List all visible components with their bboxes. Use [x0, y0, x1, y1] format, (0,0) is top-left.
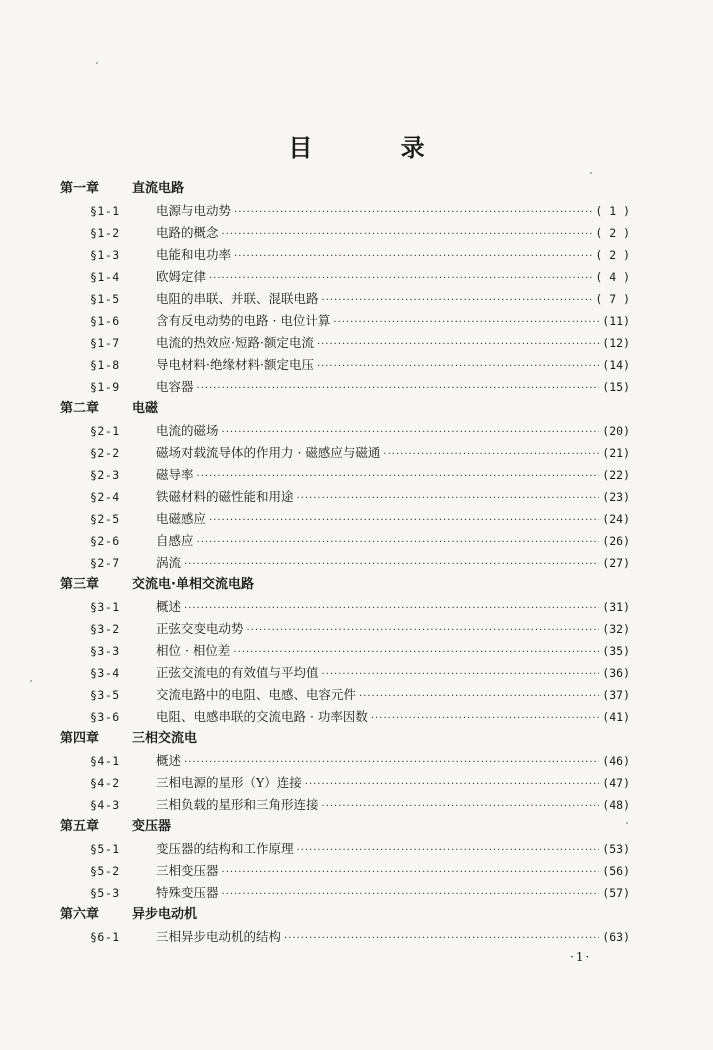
section-number: §3-4	[90, 666, 120, 680]
chapter-number: 第三章	[60, 577, 100, 592]
chapter-number: 第四章	[60, 731, 100, 746]
section-title: 正弦交流电的有效值与平均值	[156, 665, 319, 680]
section-number: §2-7	[90, 556, 120, 570]
toc-entry	[60, 618, 630, 640]
page-reference: (63)	[602, 930, 630, 944]
page-reference: (37)	[602, 688, 630, 702]
section-title: 电流的磁场	[156, 423, 219, 438]
chapter-heading	[60, 904, 630, 926]
section-number: §1-4	[90, 270, 120, 284]
chapter-title: 变压器	[132, 819, 172, 834]
page-reference: (47)	[602, 776, 630, 790]
toc-entry	[60, 442, 630, 464]
section-number: §2-1	[90, 424, 120, 438]
page-reference: (53)	[602, 842, 630, 856]
dot-leader	[371, 708, 599, 730]
toc-entry	[60, 464, 630, 486]
dot-leader	[297, 488, 600, 510]
dot-leader	[359, 686, 599, 708]
section-number: §3-3	[90, 644, 120, 658]
chapter-number: 第五章	[60, 819, 100, 834]
page-reference: (56)	[602, 864, 630, 878]
page-reference: ( 1 )	[595, 204, 630, 218]
section-number: §1-7	[90, 336, 120, 350]
chapter-title: 三相交流电	[132, 731, 198, 746]
chapter-title: 直流电路	[132, 181, 185, 196]
toc-entry	[60, 552, 630, 574]
toc-entry	[60, 794, 630, 816]
toc-entry	[60, 882, 630, 904]
toc-entry	[60, 860, 630, 882]
page-reference: (20)	[602, 424, 630, 438]
section-title: 正弦交变电动势	[156, 621, 244, 636]
section-number: §5-2	[90, 864, 120, 878]
dot-leader	[322, 796, 600, 818]
section-title: 自感应	[156, 533, 194, 548]
section-title: 电容器	[156, 379, 194, 394]
section-title: 相位 · 相位差	[156, 643, 231, 658]
page-reference: (11)	[602, 314, 630, 328]
dot-leader	[322, 664, 600, 686]
section-number: §1-6	[90, 314, 120, 328]
section-number: §1-5	[90, 292, 120, 306]
toc-entry	[60, 222, 630, 244]
section-title: 电源与电动势	[156, 203, 232, 218]
dot-leader	[234, 246, 592, 268]
dot-leader	[234, 202, 592, 224]
toc-entry	[60, 310, 630, 332]
page-reference: (41)	[602, 710, 630, 724]
dot-leader	[209, 268, 592, 290]
toc-entry	[60, 772, 630, 794]
section-number: §1-2	[90, 226, 120, 240]
toc-entry	[60, 376, 630, 398]
dot-leader	[197, 466, 600, 488]
section-title: 电流的热效应·短路·额定电流	[156, 335, 314, 350]
section-number: §5-1	[90, 842, 120, 856]
section-number: §2-4	[90, 490, 120, 504]
page-reference: (27)	[602, 556, 630, 570]
page-reference: (32)	[602, 622, 630, 636]
section-title: 电能和电功率	[156, 247, 232, 262]
toc-entry	[60, 706, 630, 728]
section-number: §2-2	[90, 446, 120, 460]
page-reference: (21)	[602, 446, 630, 460]
chapter-heading	[60, 574, 630, 596]
toc-entry	[60, 662, 630, 684]
chapter-heading	[60, 178, 630, 200]
table-of-contents	[60, 178, 630, 948]
dot-leader	[222, 422, 600, 444]
chapter-heading	[60, 816, 630, 838]
toc-entry	[60, 838, 630, 860]
section-title: 三相变压器	[156, 863, 219, 878]
toc-entry	[60, 288, 630, 310]
chapter-number: 第六章	[60, 907, 100, 922]
dot-leader	[383, 444, 599, 466]
page-reference: (12)	[602, 336, 630, 350]
dot-leader	[317, 334, 599, 356]
scan-speck	[590, 172, 592, 174]
section-title: 导电材料·绝缘材料·额定电压	[156, 357, 314, 372]
dot-leader	[297, 840, 600, 862]
dot-leader	[222, 884, 600, 906]
section-title: 变压器的结构和工作原理	[156, 841, 294, 856]
dot-leader	[222, 224, 593, 246]
page-reference: (46)	[602, 754, 630, 768]
section-title: 磁导率	[156, 467, 194, 482]
section-number: §3-5	[90, 688, 120, 702]
chapter-title: 异步电动机	[132, 907, 198, 922]
dot-leader	[222, 862, 600, 884]
section-title: 磁场对载流导体的作用力 · 磁感应与磁通	[156, 445, 381, 460]
section-title: 三相异步电动机的结构	[156, 929, 282, 944]
chapter-title: 交流电·单相交流电路	[132, 577, 254, 592]
page-reference: ( 4 )	[595, 270, 630, 284]
section-number: §2-5	[90, 512, 120, 526]
toc-entry	[60, 750, 630, 772]
chapter-heading	[60, 398, 630, 420]
page-reference: ( 2 )	[595, 248, 630, 262]
toc-entry	[60, 332, 630, 354]
chapter-title: 电磁	[132, 401, 159, 416]
dot-leader	[317, 356, 599, 378]
toc-entry	[60, 200, 630, 222]
section-number: §4-1	[90, 754, 120, 768]
page-reference: (57)	[602, 886, 630, 900]
dot-leader	[209, 510, 599, 532]
scan-speck	[30, 680, 32, 682]
page-reference: (23)	[602, 490, 630, 504]
toc-entry	[60, 486, 630, 508]
section-title: 三相电源的星形（Y）连接	[156, 775, 302, 790]
section-title: 电阻、电感串联的交流电路 · 功率因数	[156, 709, 368, 724]
scan-speck	[96, 62, 98, 64]
section-number: §6-1	[90, 930, 120, 944]
section-number: §3-1	[90, 600, 120, 614]
section-title: 涡流	[156, 555, 182, 570]
section-title: 概述	[156, 599, 182, 614]
scan-speck	[626, 822, 628, 824]
page-number: ·1·	[570, 950, 592, 964]
section-title: 电磁感应	[156, 511, 207, 526]
dot-leader	[197, 378, 600, 400]
page-reference: (48)	[602, 798, 630, 812]
toc-entry	[60, 354, 630, 376]
dot-leader	[184, 752, 599, 774]
dot-leader	[184, 554, 599, 576]
section-number: §3-2	[90, 622, 120, 636]
toc-entry	[60, 926, 630, 948]
section-title: 含有反电动势的电路 · 电位计算	[156, 313, 331, 328]
section-title: 交流电路中的电阻、电感、电容元件	[156, 687, 357, 702]
page-reference: (14)	[602, 358, 630, 372]
dot-leader	[247, 620, 600, 642]
page-reference: (15)	[602, 380, 630, 394]
page-reference: ( 2 )	[595, 226, 630, 240]
chapter-number: 第二章	[60, 401, 100, 416]
dot-leader	[197, 532, 600, 554]
section-number: §1-3	[90, 248, 120, 262]
section-title: 电阻的串联、并联、混联电路	[156, 291, 319, 306]
page-reference: (31)	[602, 600, 630, 614]
dot-leader	[333, 312, 599, 334]
page-reference: (26)	[602, 534, 630, 548]
section-number: §2-6	[90, 534, 120, 548]
section-number: §5-3	[90, 886, 120, 900]
chapter-heading	[60, 728, 630, 750]
page-reference: (24)	[602, 512, 630, 526]
section-number: §1-8	[90, 358, 120, 372]
section-number: §1-1	[90, 204, 120, 218]
toc-entry	[60, 266, 630, 288]
toc-entry	[60, 508, 630, 530]
toc-entry	[60, 530, 630, 552]
section-number: §4-2	[90, 776, 120, 790]
section-title: 电路的概念	[156, 225, 219, 240]
page-reference: (36)	[602, 666, 630, 680]
dot-leader	[284, 928, 599, 950]
section-number: §2-3	[90, 468, 120, 482]
dot-leader	[305, 774, 600, 796]
toc-entry	[60, 596, 630, 618]
toc-entry	[60, 684, 630, 706]
section-title: 三相负载的星形和三角形连接	[156, 797, 319, 812]
section-title: 概述	[156, 753, 182, 768]
page-reference: (35)	[602, 644, 630, 658]
toc-entry	[60, 420, 630, 442]
dot-leader	[184, 598, 599, 620]
toc-entry	[60, 640, 630, 662]
dot-leader	[233, 642, 599, 664]
page-title: 目 录	[288, 134, 465, 162]
page-reference: ( 7 )	[595, 292, 630, 306]
section-title: 铁磁材料的磁性能和用途	[156, 489, 294, 504]
section-title: 欧姆定律	[156, 269, 207, 284]
chapter-number: 第一章	[60, 181, 100, 196]
section-number: §1-9	[90, 380, 120, 394]
section-number: §3-6	[90, 710, 120, 724]
section-number: §4-3	[90, 798, 120, 812]
toc-entry	[60, 244, 630, 266]
page-reference: (22)	[602, 468, 630, 482]
dot-leader	[322, 290, 593, 312]
section-title: 特殊变压器	[156, 885, 219, 900]
